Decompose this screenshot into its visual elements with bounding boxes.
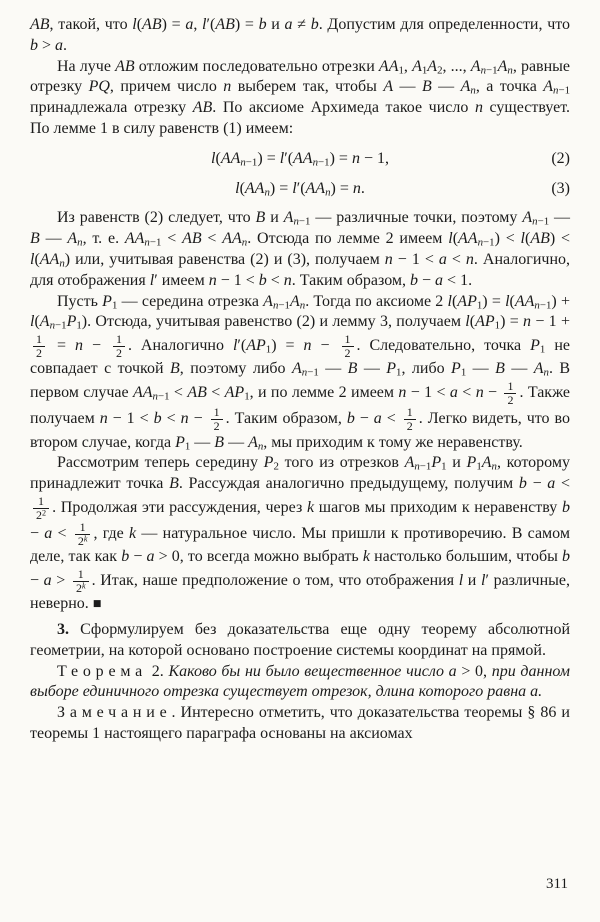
paragraph-theorem-2: Теорема 2. Каково бы ни было вещественное число a > 0, при данном выборе единичного отрезка существует отрезок, длина которого равна a. <box>30 662 571 701</box>
equation-3 <box>30 179 570 200</box>
equation-2-body: $l(AA_{n-1}) = l'(AA_{n-1}) = n - 1$, <box>211 149 389 169</box>
equation-2 <box>30 149 570 170</box>
paragraph-ray-construction: На луче AB отложим последовательно отрезки $AA_1$, $A_1A_2$, ..., $A_{n-1}A_n$, равные отрезку PQ, причем число n выберем так, чтобы A — B — $A_n$, а точка $A_{n-1}$ принадлежала отрезку AB. По аксиоме Архимеда такое число n существует. По лемме 1 в силу равенств (1) имеем: <box>30 57 571 137</box>
paragraph-inequality-b-a-less-1: Из равенств (2) следует, что B и $A_{n-1}$ — различные точки, поэтому $A_{n-1}$ — B — $A_n$, т. е. $AA_{n-1}$ < AB < $AA_n$. Отсюда по лемме 2 имеем $l(AA_{n-1}) < l(AB) < l(AA_n)$ или, учитывая равенства (2) и (3), получаем n − 1 < a < n. Аналогично, для отображения l′ имеем n − 1 < b < n. Таким образом, b − a < 1. <box>30 209 571 289</box>
equation-3-body: $l(AA_n) = l'(AA_n) = n$. <box>235 179 365 199</box>
paragraph-remark: Замечание. Интересно отметить, что доказательства теоремы § 86 и теоремы 1 настоящего параграфа основаны на аксиомах <box>30 704 570 743</box>
paragraph-midpoint-p1: Пусть $P_1$ — середина отрезка $A_{n-1}A_n$. Тогда по аксиоме 2 $l(AP_1) = l(AA_{n-1}) + l(A_{n-1}P_1)$. Отсюда, учитывая равенство (2) и лемму 3, получаем $l(AP_1) = n - 1$ + $\frac{1}{2}$ = n − $\frac{1}{2}$ . Аналогично $l'(AP_1) = n$ − $\frac{1}{2}$ . Следовательно, точка $P_1$ не совпадает с точкой B, поэтому либо $A_{n-1}$ — B — $P_1$, либо $P_1$ — B — $A_n$. В первом случае $AA_{n-1}$ < AB < $AP_1$, и по лемме 2 имеем n − 1 < a < n − $\frac{1}{2}$ . Также получаем n − 1 < b < n − $\frac{1}{2}$ . Таким образом, b − a < $\frac{1}{2}$ . Легко видеть, что во втором случае, когда $P_1$ — B — $A_n$, мы приходим к тому же неравенству. <box>30 292 571 453</box>
paragraph-proof-continuation: AB, такой, что l(AB) = a, l′(AB) = b и a ≠ b. Допустим для определенности, что b > a. <box>30 16 571 54</box>
equation-3-number: (3) <box>551 179 570 197</box>
paragraph-item-3: 3. Сформулируем без доказательства еще одну теорему абсолютной геометрии, на которой основано построение системы координат на прямой. <box>30 621 570 659</box>
paragraph-midpoint-p2-contradiction: Рассмотрим теперь середину $P_2$ того из отрезков $A_{n-1}P_1$ и $P_1A_n$, которому принадлежит точка B. Рассуждая аналогично предыдущему, получим b − a < $\frac{1}{2^2}$ . Продолжая эти рассуждения, через k шагов мы приходим к неравенству b − a < $\frac{1}{2^k}$ , где k — натуральное число. Мы пришли к противоречию. В самом деле, так как b − a > 0, то всегда можно выбрать k настолько большим, чтобы b − a > $\frac{1}{2^k}$ . Итак, наше предположение о том, что отображения l и l′ различные, неверно. ■ <box>30 454 571 613</box>
equation-2-number: (2) <box>551 149 570 167</box>
page-number: 311 <box>546 875 568 892</box>
